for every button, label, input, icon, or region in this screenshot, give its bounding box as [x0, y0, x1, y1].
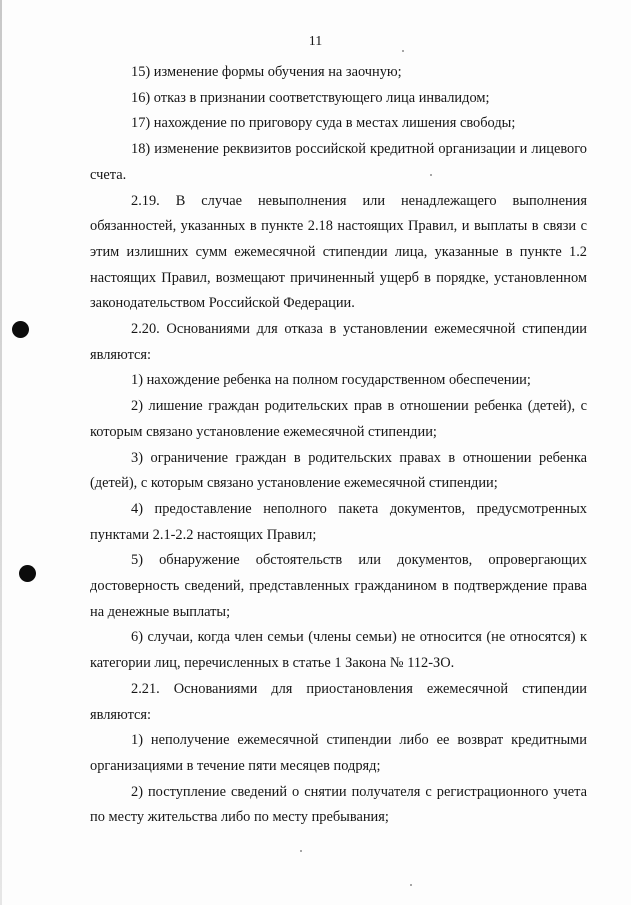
page-number: 11: [308, 34, 323, 49]
paragraph: 16) отказ в признании соответствующего лица инвалидом;: [131, 89, 490, 106]
paragraph: 2) лишение граждан родительских прав в отношении ребенка (детей), с которым связано установление ежемесячной стипендии;: [90, 398, 587, 440]
paragraph: 2.21. Основаниями для приостановления ежемесячной стипендии являются:: [90, 680, 587, 723]
punch-hole: [19, 565, 36, 582]
paragraph: 18) изменение реквизитов российской кредитной организации и лицевого счета.: [90, 141, 587, 183]
paragraph: 6) случаи, когда член семьи (члены семьи) не относится (не относятся) к категории лиц, перечисленных в статье 1 Закона № 112-ЗО.: [90, 629, 587, 672]
document-body: [90, 60, 587, 831]
scan-speck: [402, 50, 404, 52]
paragraph: 5) обнаружение обстоятельств или документов, опровергающих достоверность сведений, представленных гражданином в подтверждение права на денежные выплаты;: [90, 552, 587, 620]
paragraph: 2.20. Основаниями для отказа в установлении ежемесячной стипендии являются:: [90, 321, 587, 363]
paragraph: 1) нахождение ребенка на полном государственном обеспечении;: [131, 372, 531, 389]
paragraph: 2.19. В случае невыполнения или ненадлежащего выполнения обязанностей, указанных в пункте 2.18 настоящих Правил, и выплаты в связи с этим излишних сумм ежемесячной стипендии лица, указанные в пункте 1.2 настоящих Правил, возмещают причиненный ущерб в порядке, установленном законодательством Российской Федерации.: [90, 192, 587, 312]
paragraph: 2) поступление сведений о снятии получателя с регистрационного учета по месту жительства либо по месту пребывания;: [90, 783, 587, 826]
scan-edge: [0, 0, 2, 905]
scan-speck: [300, 850, 302, 852]
paragraph: 15) изменение формы обучения на заочную;: [131, 64, 402, 80]
paragraph: 17) нахождение по приговору суда в местах лишения свободы;: [131, 115, 516, 132]
punch-hole: [12, 321, 29, 338]
paragraph: 3) ограничение граждан в родительских правах в отношении ребенка (детей), с которым связано установление ежемесячной стипендии;: [90, 449, 587, 492]
paragraph: 4) предоставление неполного пакета документов, предусмотренных пунктами 2.1-2.2 настоящих Правил;: [90, 500, 587, 543]
paragraph: 1) неполучение ежемесячной стипендии либо ее возврат кредитными организациями в течение пяти месяцев подряд;: [90, 732, 587, 774]
scan-speck: [410, 884, 412, 886]
